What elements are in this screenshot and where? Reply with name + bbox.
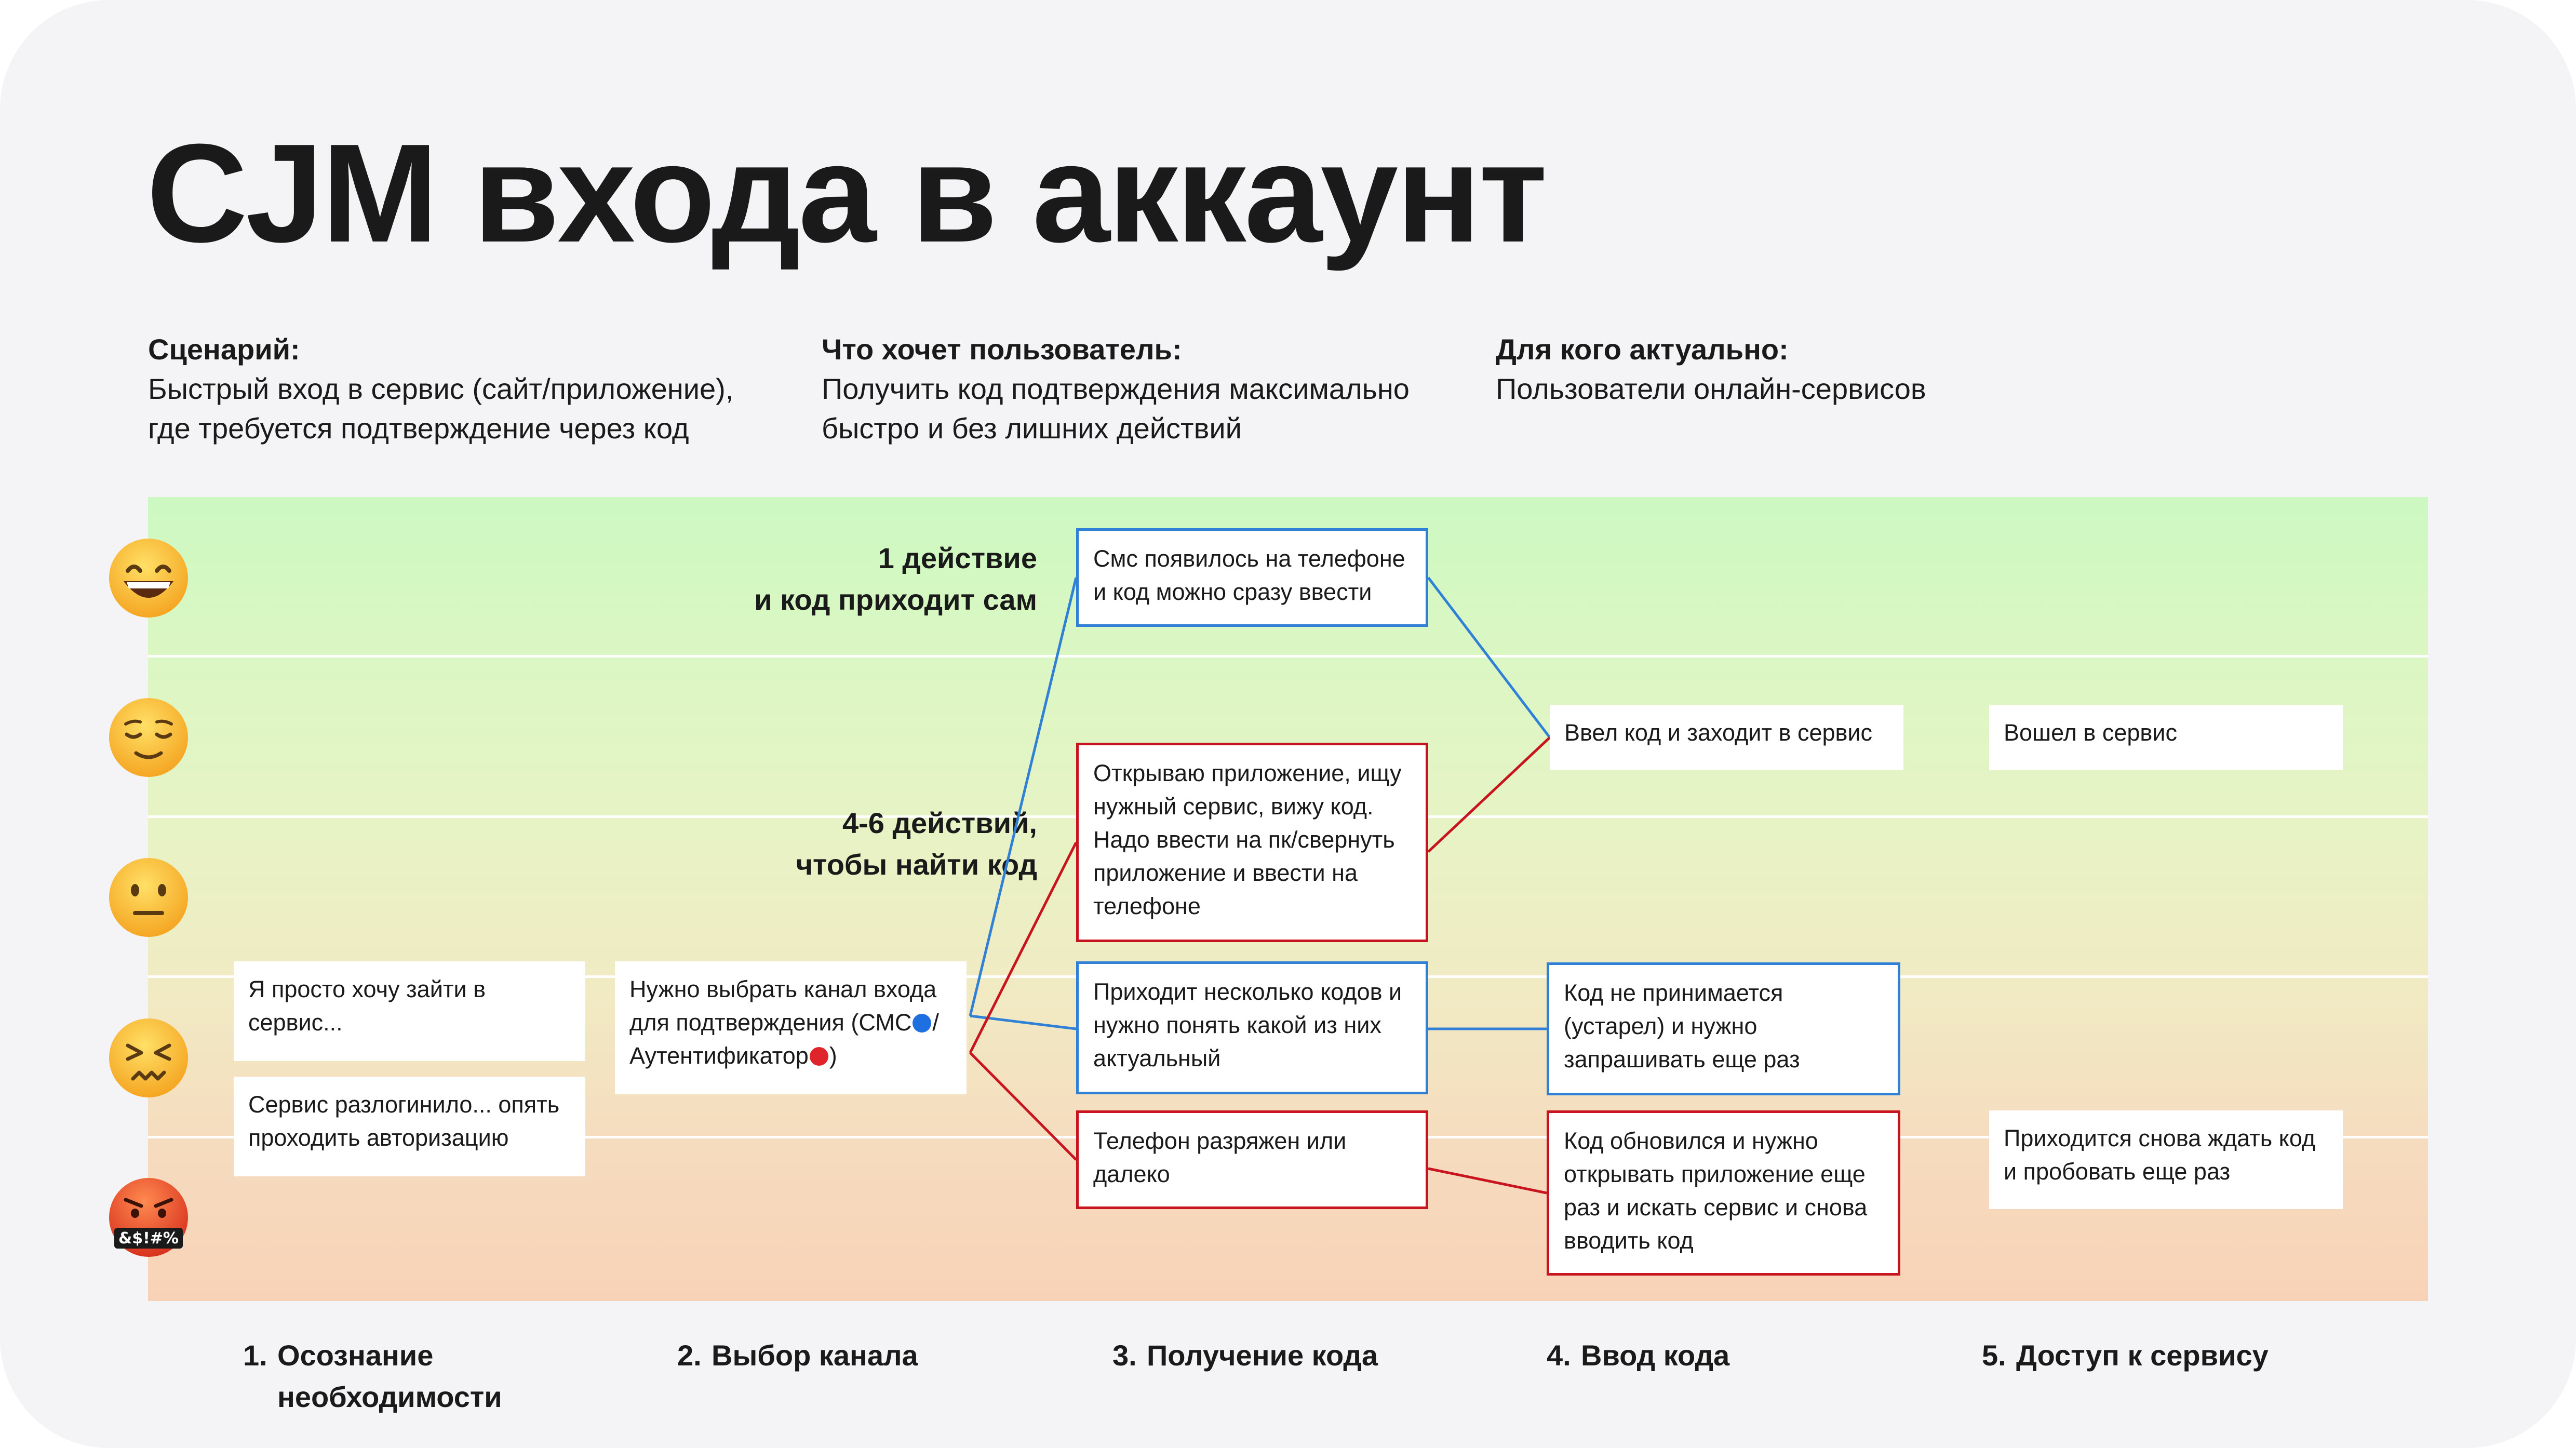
card-code-rejected: Код не принимается (устарел) и нужно запрашивать еще раз xyxy=(1547,962,1900,1095)
audience-label: Для кого актуально: xyxy=(1496,333,1789,366)
stage-label: Доступ к сервису xyxy=(2016,1339,2269,1372)
user-goal-text: Получить код подтверждения максимально быстро и без лишних действий xyxy=(822,372,1410,445)
connector-red xyxy=(1428,738,1550,852)
page-title: CJM входа в аккаунт xyxy=(146,115,1546,272)
card-logged-in: Вошел в сервис xyxy=(1989,705,2343,770)
stage-label: Получение кода xyxy=(1147,1339,1378,1372)
card-open-app: Открываю приложение, ищу нужный сервис, вижу код. Надо ввести на пк/свернуть приложение и ввести на телефоне xyxy=(1076,743,1428,942)
stage-code-entry xyxy=(1547,1335,1729,1376)
scenario-label: Сценарий: xyxy=(148,333,300,366)
choose-channel-text: Нужно выбрать канал входа для подтверждения (СМС xyxy=(629,976,937,1036)
stage-number: 4. xyxy=(1547,1339,1571,1372)
card-choose-channel xyxy=(615,961,967,1094)
scenario-text: Быстрый вход в сервис (сайт/приложение), где требуется подтверждение через код xyxy=(148,372,734,445)
connector-blue xyxy=(1428,578,1550,738)
audience-text: Пользователи онлайн-сервисов xyxy=(1496,372,1926,405)
sms-blue-dot-icon xyxy=(911,1013,932,1034)
stage-channel-choice xyxy=(677,1335,918,1376)
card-sms-appeared: Смс появилось на телефоне и код можно сразу ввести xyxy=(1076,528,1428,627)
stage-number: 1. xyxy=(243,1339,267,1372)
one-action-label: 1 действие и код приходит сам xyxy=(754,542,1037,616)
authenticator-red-dot-icon xyxy=(809,1046,829,1067)
user-goal-label: Что хочет пользователь: xyxy=(822,333,1182,366)
stage-label: Ввод кода xyxy=(1581,1339,1730,1372)
stage-service-access xyxy=(1982,1335,2269,1376)
stage-code-receipt xyxy=(1112,1335,1378,1376)
card-wait-again: Приходится снова ждать код и пробовать еще раз xyxy=(1989,1110,2343,1209)
stage-awareness xyxy=(243,1335,502,1418)
stage-label: Выбор канала xyxy=(712,1339,918,1372)
choose-channel-close-paren: ) xyxy=(829,1042,837,1069)
card-logged-out: Сервис разлогинило... опять проходить авторизацию xyxy=(234,1077,585,1176)
cursing-symbols: &$!#% xyxy=(118,1229,179,1248)
four-six-actions-label: 4-6 действий, чтобы найти код xyxy=(796,807,1037,881)
card-wants-login: Я просто хочу зайти в сервис... xyxy=(234,961,585,1061)
connector-red xyxy=(1428,1169,1547,1193)
stage-label: Осознание необходимости xyxy=(277,1339,502,1413)
connector-red xyxy=(970,1053,1076,1160)
card-phone-dead: Телефон разряжен или далеко xyxy=(1076,1110,1428,1209)
card-code-renewed: Код обновился и нужно открывать приложение еще раз и искать сервис и снова вводить код xyxy=(1547,1110,1900,1276)
card-several-codes: Приходит несколько кодов и нужно понять какой из них актуальный xyxy=(1076,961,1428,1094)
stage-number: 2. xyxy=(677,1339,702,1372)
stage-number: 5. xyxy=(1982,1339,2006,1372)
stage-number: 3. xyxy=(1112,1339,1137,1372)
choose-channel-auth-text: / Аутентификатор xyxy=(629,1009,939,1069)
card-code-entered: Ввел код и заходит в сервис xyxy=(1550,705,1903,770)
